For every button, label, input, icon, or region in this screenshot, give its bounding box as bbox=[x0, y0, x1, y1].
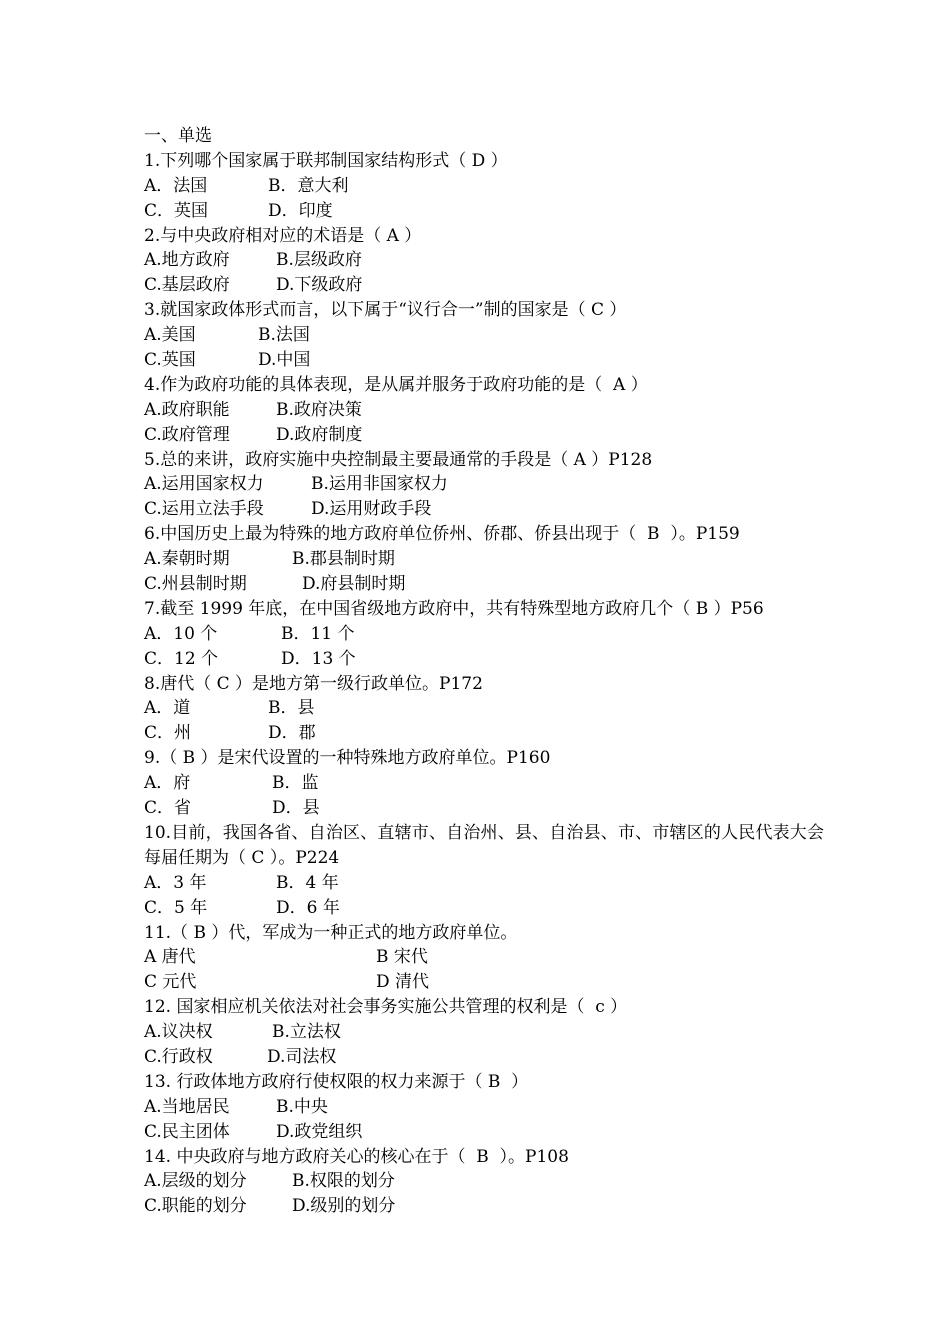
option: A.议决权 bbox=[144, 1022, 213, 1043]
option: A．府 bbox=[144, 773, 191, 794]
question bbox=[144, 448, 824, 523]
option: D 清代 bbox=[376, 972, 430, 993]
option: C.行政权 bbox=[144, 1046, 213, 1067]
option-row bbox=[144, 771, 824, 796]
option: D.政党组织 bbox=[276, 1121, 363, 1142]
option-row bbox=[144, 622, 824, 647]
question-stem: 3.就国家政体形式而言，以下属于“议行合一”制的国家是（ C ） bbox=[144, 300, 627, 321]
question-stem: 11.（ B ）代，军成为一种正式的地方政府单位。 bbox=[144, 922, 518, 943]
option: C.运用立法手段 bbox=[144, 499, 264, 520]
option: D.下级政府 bbox=[276, 275, 363, 296]
option-row bbox=[144, 796, 824, 821]
option: C．省 bbox=[144, 798, 192, 819]
question-stem: 8.唐代（ C ）是地方第一级行政单位。P172 bbox=[144, 673, 483, 694]
option: A.政府职能 bbox=[144, 399, 230, 420]
question-stem: 13. 行政体地方政府行使权限的权力来源于（ B ） bbox=[144, 1071, 529, 1092]
option: C．英国 bbox=[144, 200, 209, 221]
option: B 宋代 bbox=[376, 947, 428, 968]
option: C.民主团体 bbox=[144, 1121, 230, 1142]
question bbox=[144, 522, 824, 597]
option: C 元代 bbox=[144, 972, 197, 993]
option: D．郡 bbox=[268, 723, 316, 744]
question-stem: 6.中国历史上最为特殊的地方政府单位侨州、侨郡、侨县出现于（ B ）。P159 bbox=[144, 524, 740, 545]
option: C.英国 bbox=[144, 350, 196, 371]
question bbox=[144, 298, 824, 373]
option: D.运用财政手段 bbox=[311, 499, 432, 520]
option-row bbox=[144, 174, 824, 199]
option-row bbox=[144, 1169, 824, 1194]
option: B.运用非国家权力 bbox=[311, 474, 448, 495]
option: B.郡县制时期 bbox=[292, 549, 395, 570]
question-stem: 5.总的来讲，政府实施中央控制最主要最通常的手段是（ A ）P128 bbox=[144, 449, 653, 470]
option: B．4 年 bbox=[276, 872, 339, 893]
option-row bbox=[144, 348, 824, 373]
option: A.运用国家权力 bbox=[144, 474, 264, 495]
option: B.权限的划分 bbox=[292, 1171, 395, 1192]
option: D.级别的划分 bbox=[292, 1196, 396, 1217]
option: D．13 个 bbox=[281, 648, 356, 669]
option: B.中央 bbox=[276, 1096, 328, 1117]
option-row bbox=[144, 896, 824, 921]
option: A.层级的划分 bbox=[144, 1171, 247, 1192]
option: A.美国 bbox=[144, 325, 196, 346]
option: B.立法权 bbox=[272, 1022, 341, 1043]
option: A．10 个 bbox=[144, 623, 218, 644]
option-row bbox=[144, 696, 824, 721]
option: C．州 bbox=[144, 723, 192, 744]
question-stem: 12. 国家相应机关依法对社会事务实施公共管理的权利是（ c ） bbox=[144, 997, 628, 1018]
option-row bbox=[144, 1020, 824, 1045]
option-row bbox=[144, 273, 824, 298]
question-stem: 10.目前，我国各省、自治区、直辖市、自治州、县、自治县、市、市辖区的人民代表大会每届任期为（ C ）。P224 bbox=[144, 822, 824, 868]
option: A.秦朝时期 bbox=[144, 549, 230, 570]
question bbox=[144, 821, 824, 921]
option: D.中国 bbox=[258, 350, 311, 371]
option: B.政府决策 bbox=[276, 399, 362, 420]
question bbox=[144, 921, 824, 996]
option: A.地方政府 bbox=[144, 250, 230, 271]
option: A．3 年 bbox=[144, 872, 207, 893]
question-stem: 2.与中央政府相对应的术语是（ A ） bbox=[144, 225, 422, 246]
option-row bbox=[144, 199, 824, 224]
document-body bbox=[144, 124, 824, 1219]
question bbox=[144, 224, 824, 299]
option: C.政府管理 bbox=[144, 424, 230, 445]
option: D.府县制时期 bbox=[302, 574, 406, 595]
option: D．县 bbox=[272, 798, 320, 819]
option-row bbox=[144, 970, 824, 995]
option: C.职能的划分 bbox=[144, 1196, 247, 1217]
option: B.法国 bbox=[258, 325, 310, 346]
option: B．县 bbox=[268, 698, 315, 719]
question-stem: 4.作为政府功能的具体表现，是从属并服务于政府功能的是（ A ） bbox=[144, 374, 648, 395]
option: D．6 年 bbox=[276, 897, 340, 918]
option-row bbox=[144, 547, 824, 572]
option-row bbox=[144, 1120, 824, 1145]
option-row bbox=[144, 647, 824, 672]
option-row bbox=[144, 472, 824, 497]
question bbox=[144, 1070, 824, 1145]
question bbox=[144, 597, 824, 672]
option: A 唐代 bbox=[144, 947, 196, 968]
option-row bbox=[144, 248, 824, 273]
section-title: 一、单选 bbox=[144, 126, 212, 146]
option: B.层级政府 bbox=[276, 250, 362, 271]
question bbox=[144, 149, 824, 224]
option: B．监 bbox=[272, 773, 319, 794]
option: C．5 年 bbox=[144, 897, 208, 918]
question-stem: 14. 中央政府与地方政府关心的核心在于（ B ）。P108 bbox=[144, 1146, 569, 1167]
question bbox=[144, 1145, 824, 1220]
option-row bbox=[144, 1045, 824, 1070]
question-stem: 7.截至 1999 年底，在中国省级地方政府中，共有特殊型地方政府几个（ B ）P56 bbox=[144, 598, 764, 619]
question bbox=[144, 373, 824, 448]
option-row bbox=[144, 721, 824, 746]
option: A．道 bbox=[144, 698, 191, 719]
option: D.司法权 bbox=[267, 1046, 337, 1067]
question bbox=[144, 995, 824, 1070]
option: C．12 个 bbox=[144, 648, 219, 669]
option-row bbox=[144, 398, 824, 423]
option: B．11 个 bbox=[281, 623, 355, 644]
question-stem: 9.（ B ）是宋代设置的一种特殊地方政府单位。P160 bbox=[144, 748, 551, 769]
option-row bbox=[144, 572, 824, 597]
option-row bbox=[144, 1194, 824, 1219]
option: D.政府制度 bbox=[276, 424, 363, 445]
option: B．意大利 bbox=[268, 175, 349, 196]
option-row bbox=[144, 423, 824, 448]
question bbox=[144, 746, 824, 821]
option: C.州县制时期 bbox=[144, 574, 247, 595]
option: A.当地居民 bbox=[144, 1096, 230, 1117]
option: C.基层政府 bbox=[144, 275, 230, 296]
question bbox=[144, 672, 824, 747]
option: A．法国 bbox=[144, 175, 208, 196]
option-row bbox=[144, 871, 824, 896]
option-row bbox=[144, 323, 824, 348]
question-stem: 1.下列哪个国家属于联邦制国家结构形式（ D ） bbox=[144, 150, 508, 171]
option: D．印度 bbox=[268, 200, 333, 221]
option-row bbox=[144, 497, 824, 522]
option-row bbox=[144, 945, 824, 970]
option-row bbox=[144, 1095, 824, 1120]
